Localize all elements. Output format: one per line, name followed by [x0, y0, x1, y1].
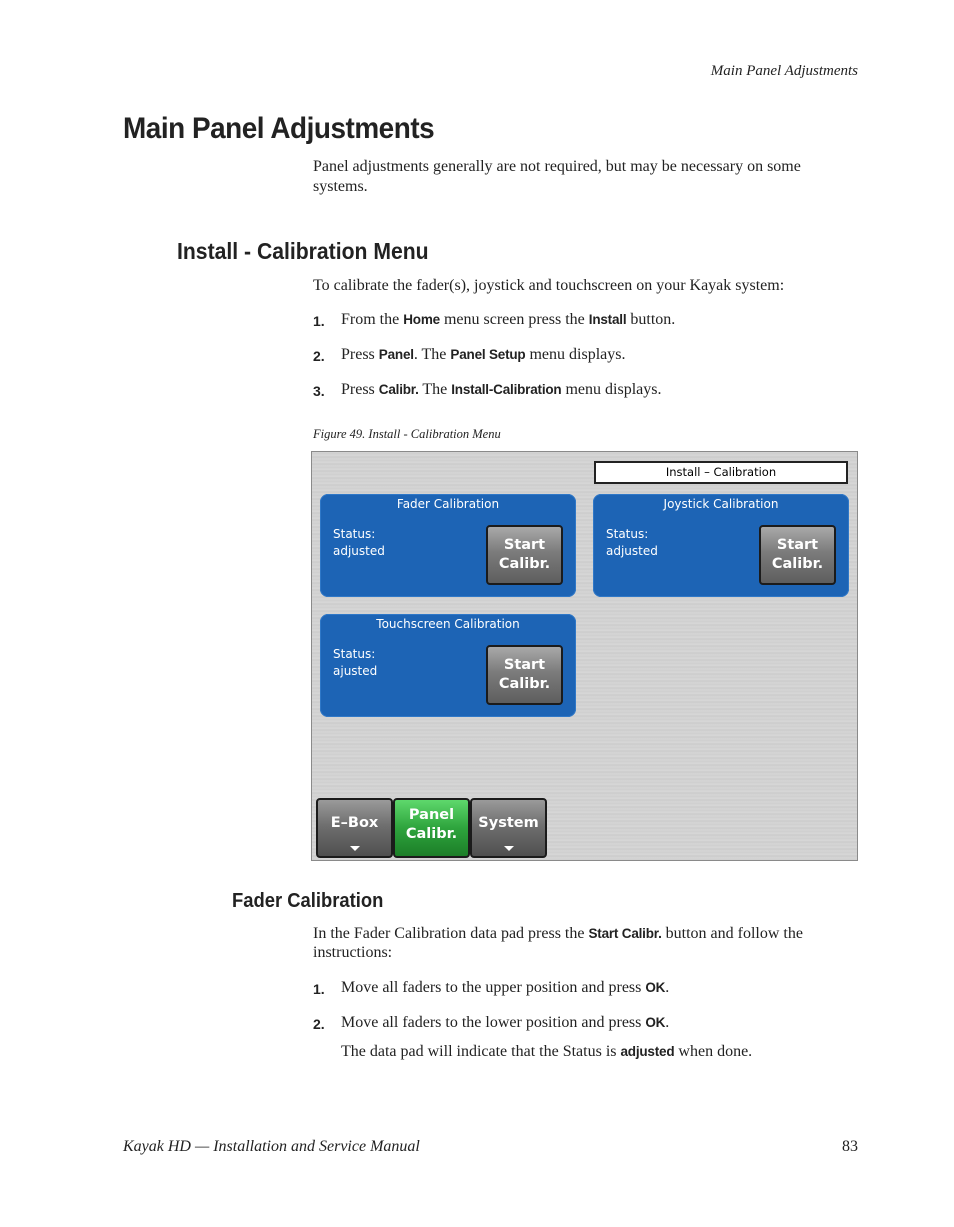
running-head: Main Panel Adjustments	[710, 63, 858, 79]
step-text: Move all faders to the lower position and press OK.	[341, 1014, 670, 1031]
fader-step	[313, 1013, 858, 1033]
step-number: 2.	[313, 348, 325, 364]
step-number: 1.	[313, 981, 325, 997]
page-number: 83	[842, 1138, 858, 1155]
footer-manual-title: Kayak HD — Installation and Service Manual	[123, 1138, 420, 1155]
tab-label: E–Box	[330, 814, 379, 831]
install-intro-paragraph: To calibrate the fader(s), joystick and touchscreen on your Kayak system:	[313, 277, 785, 294]
pad-status: Status: adjusted	[333, 527, 385, 558]
install-step	[313, 380, 858, 400]
pad-status: Status: adjusted	[606, 527, 658, 558]
tab-panel-calibr[interactable]	[393, 798, 470, 858]
fader-calibration-pad	[320, 494, 576, 597]
tab-label: Panel Calibr.	[405, 807, 458, 842]
touchscreen-calibration-pad	[320, 614, 576, 717]
chevron-down-icon	[350, 846, 360, 851]
ui-term: Home	[403, 312, 440, 327]
joystick-calibration-pad	[593, 494, 849, 597]
tab-label: System	[478, 814, 539, 831]
install-step	[313, 310, 858, 330]
install-step	[313, 345, 858, 365]
ui-term: Calibr.	[378, 382, 419, 397]
fader-note: The data pad will indicate that the Status is adjusted when done.	[341, 1043, 753, 1060]
ui-term: OK	[645, 980, 666, 995]
fader-intro-paragraph: In the Fader Calibration data pad press the Start Calibr. button and follow the instructions:	[313, 925, 803, 961]
pad-title: Fader Calibration	[396, 497, 500, 511]
subsection-heading-fader-calibration: Fader Calibration	[232, 890, 384, 912]
fader-step	[313, 978, 858, 998]
step-number: 2.	[313, 1016, 325, 1032]
ui-term: Panel Setup	[450, 347, 526, 362]
section-heading-install-calibration: Install - Calibration Menu	[177, 238, 429, 264]
ui-term: adjusted	[620, 1044, 675, 1059]
pad-status: Status: ajusted	[333, 647, 378, 678]
figure-caption: Figure 49. Install - Calibration Menu	[313, 427, 501, 441]
intro-paragraph: Panel adjustments generally are not required, but may be necessary on some systems.	[313, 158, 801, 195]
calibration-menu-screenshot	[311, 451, 858, 861]
fader-start-calibr-button[interactable]: Start Calibr.	[486, 525, 563, 585]
step-number: 1.	[313, 313, 325, 329]
page-title: Main Panel Adjustments	[123, 112, 435, 145]
ui-term: Install	[588, 312, 627, 327]
ui-term: OK	[645, 1015, 666, 1030]
pad-title: Joystick Calibration	[663, 497, 779, 511]
step-text: From the Home menu screen press the Install button.	[341, 311, 676, 328]
step-text: Press Panel. The Panel Setup menu displays.	[341, 346, 626, 363]
ui-term: Start Calibr.	[588, 926, 662, 941]
touchscreen-start-calibr-button[interactable]: Start Calibr.	[486, 645, 563, 705]
tab-system[interactable]	[470, 798, 547, 858]
step-text: Press Calibr. The Install-Calibration menu displays.	[341, 381, 662, 398]
step-number: 3.	[313, 383, 325, 399]
menu-title: Install – Calibration	[594, 461, 848, 484]
tab-e-box[interactable]	[316, 798, 393, 858]
ui-term: Install-Calibration	[451, 382, 562, 397]
joystick-start-calibr-button[interactable]: Start Calibr.	[759, 525, 836, 585]
step-text: Move all faders to the upper position and press OK.	[341, 979, 670, 996]
pad-title: Touchscreen Calibration	[376, 617, 520, 631]
ui-term: Panel	[378, 347, 414, 362]
chevron-down-icon	[504, 846, 514, 851]
